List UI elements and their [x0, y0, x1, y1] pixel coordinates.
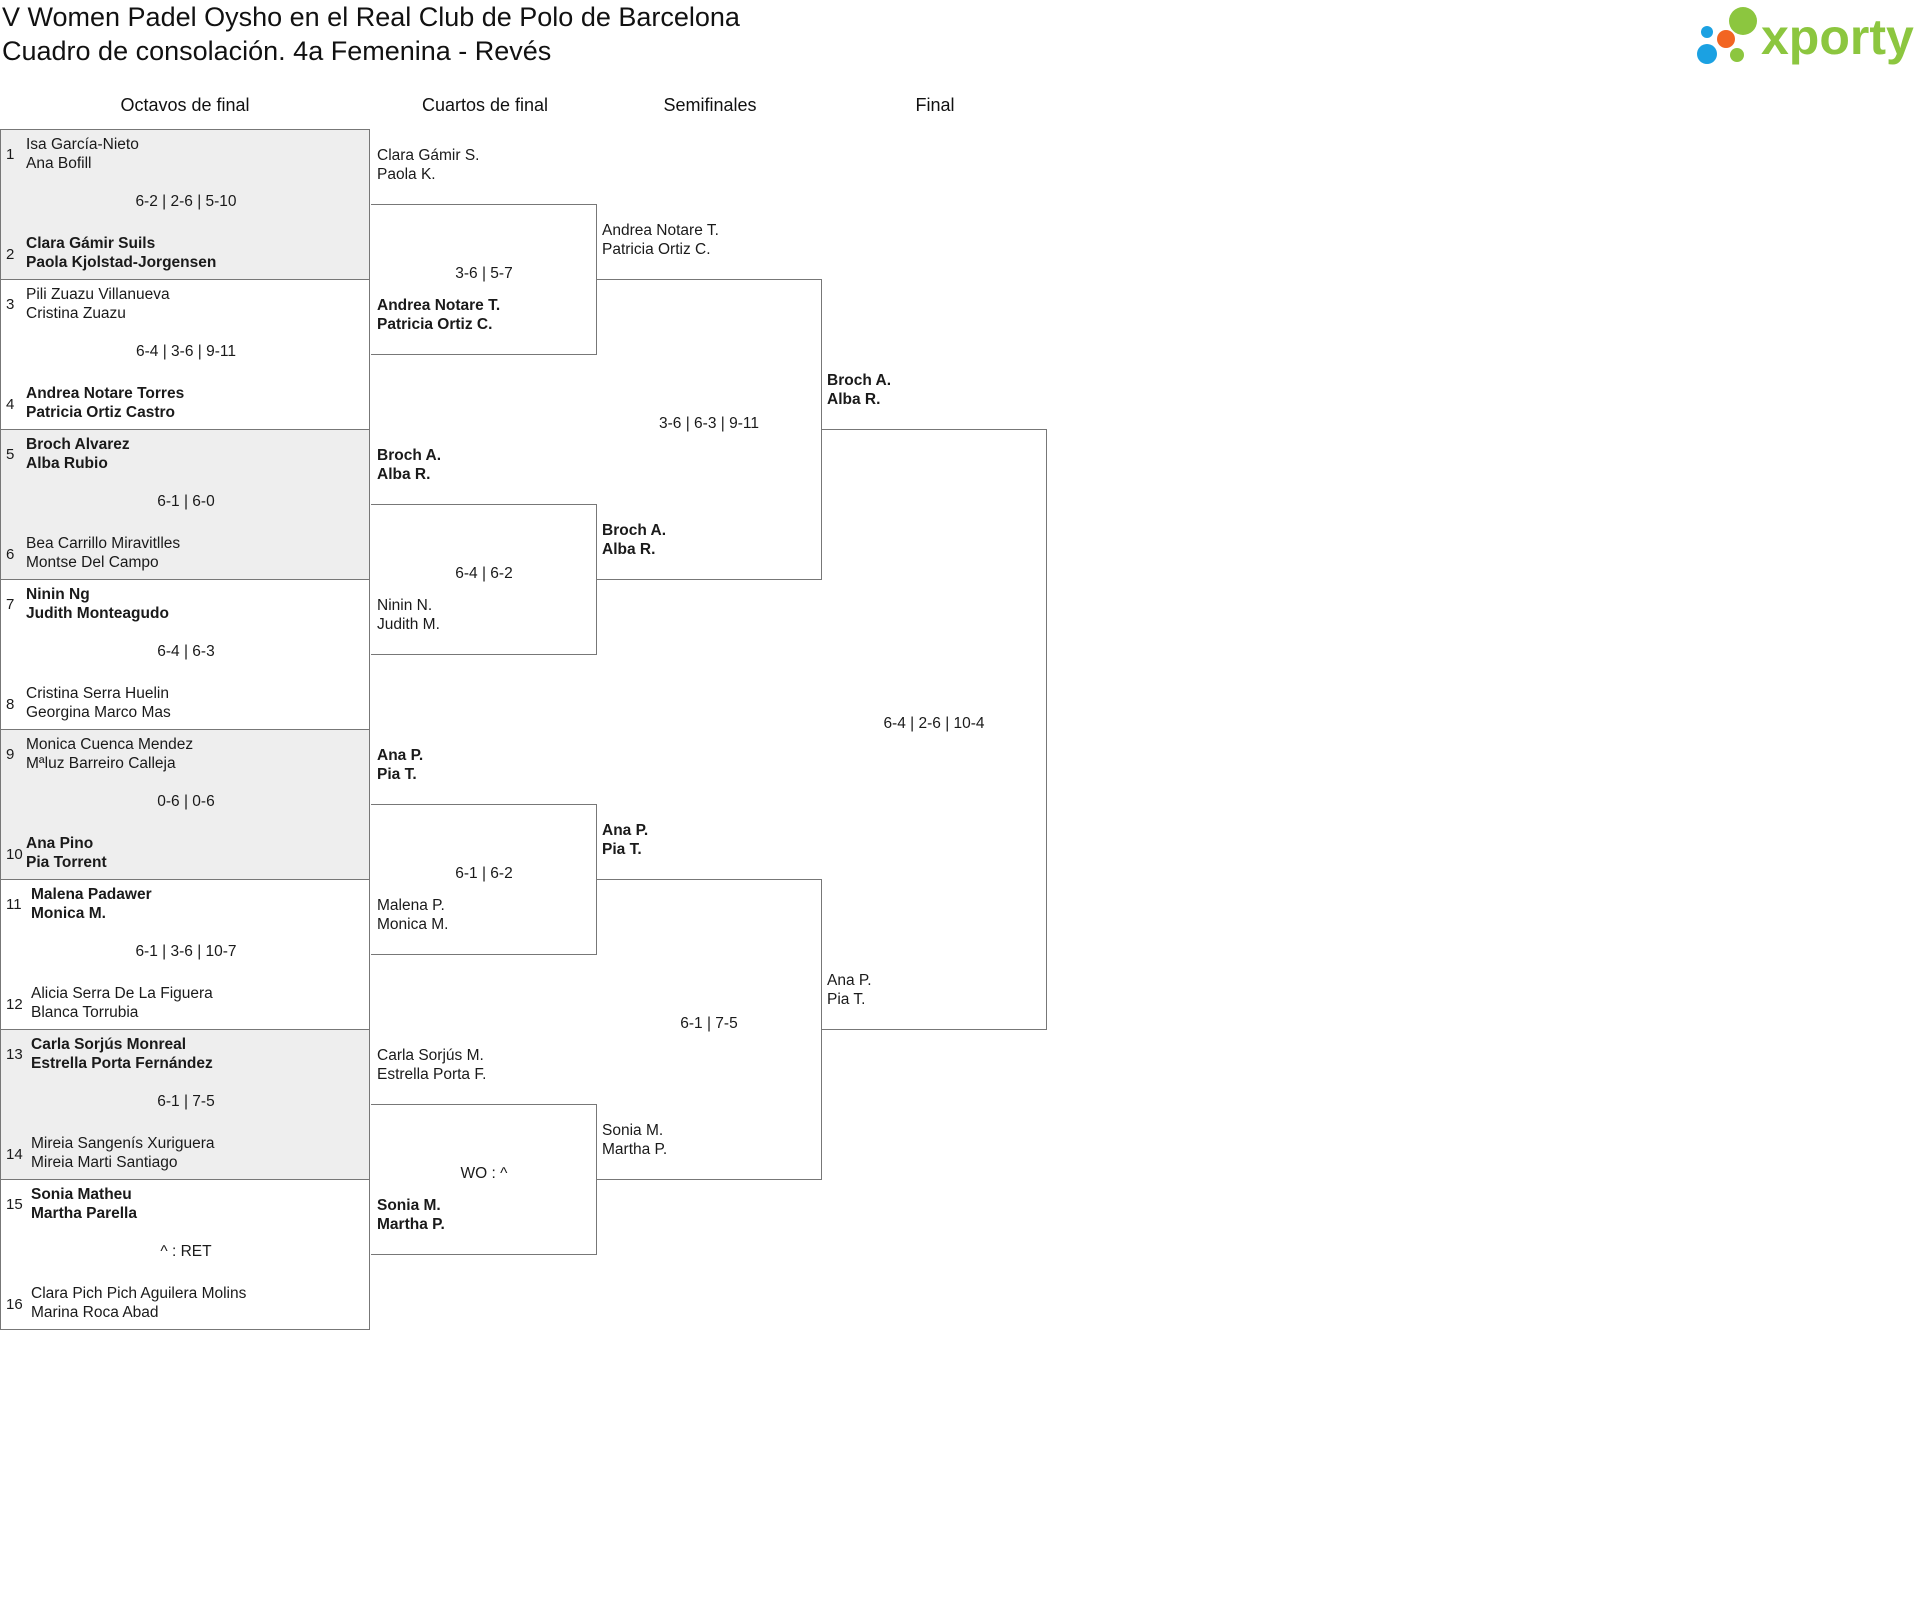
r16-match-box[interactable] [0, 1029, 370, 1180]
match-score: ^ : RET [160, 1243, 212, 1260]
seed-number: 2 [6, 246, 15, 263]
r16-match-box[interactable] [0, 1179, 370, 1330]
player-name: Ana Pino [26, 835, 94, 852]
team-name: Pia T. [377, 766, 417, 783]
seed-number: 13 [6, 1046, 23, 1063]
qf-score: 6-4 | 6-2 [455, 565, 513, 582]
team-name: Broch A. [827, 372, 892, 389]
r16-match-box[interactable] [0, 279, 370, 430]
player-name: Georgina Marco Mas [26, 704, 171, 721]
team-name: Martha P. [377, 1216, 445, 1233]
match-score: 6-1 | 3-6 | 10-7 [135, 943, 237, 960]
player-name: Mireia Sangenís Xuriguera [31, 1135, 215, 1152]
team-name: Carla Sorjús M. [377, 1047, 484, 1064]
player-name: Martha Parella [31, 1205, 137, 1222]
player-name: Ninin Ng [26, 586, 90, 603]
player-name: Mireia Marti Santiago [31, 1154, 178, 1171]
player-name: Marina Roca Abad [31, 1304, 159, 1321]
team-name: Alba R. [827, 391, 881, 408]
player-name: Isa García-Nieto [26, 136, 139, 153]
team-name: Malena P. [377, 897, 445, 914]
player-name: Alba Rubio [26, 455, 108, 472]
player-name: Judith Monteagudo [26, 605, 169, 622]
seed-number: 16 [6, 1296, 23, 1313]
logo-dot-blue-large [1697, 44, 1717, 64]
player-name: Malena Padawer [31, 886, 152, 903]
player-name: Patricia Ortiz Castro [26, 404, 176, 421]
team-name: Ninin N. [377, 597, 433, 614]
team-name: Sonia M. [602, 1122, 664, 1139]
seed-number: 3 [6, 296, 15, 313]
round-header-semifinales: Semifinales [663, 95, 757, 115]
match-score: 0-6 | 0-6 [157, 793, 215, 810]
team-name: Andrea Notare T. [602, 222, 719, 239]
team-name: Patricia Ortiz C. [602, 241, 711, 258]
team-name: Paola K. [377, 166, 436, 183]
qf-score: 3-6 | 5-7 [455, 265, 513, 282]
team-name: Alba R. [602, 541, 656, 558]
player-name: Alicia Serra De La Figuera [31, 985, 213, 1002]
team-name: Patricia Ortiz C. [377, 316, 493, 333]
match-score: 6-1 | 6-0 [157, 493, 215, 510]
player-name: Monica Cuenca Mendez [26, 736, 194, 753]
player-name: Mªluz Barreiro Calleja [26, 755, 176, 772]
player-name: Blanca Torrubia [31, 1004, 139, 1021]
player-name: Montse Del Campo [26, 554, 159, 571]
seed-number: 5 [6, 446, 15, 463]
sf-score: 3-6 | 6-3 | 9-11 [659, 415, 759, 432]
page-title: V Women Padel Oysho en el Real Club de Polo de Barcelona [2, 2, 740, 32]
r16-match-box[interactable] [0, 429, 370, 580]
player-name: Broch Alvarez [26, 436, 130, 453]
team-name: Andrea Notare T. [377, 297, 501, 314]
seed-number: 6 [6, 546, 15, 563]
r16-match-box[interactable] [0, 579, 370, 730]
r16-match-box[interactable] [0, 129, 370, 280]
team-name: Clara Gámir S. [377, 147, 480, 164]
logo-wordmark: xporty [1761, 9, 1914, 65]
player-name: Carla Sorjús Monreal [31, 1036, 187, 1053]
seed-number: 8 [6, 696, 15, 713]
round-header-octavos: Octavos de final [120, 95, 250, 115]
player-name: Cristina Serra Huelin [26, 685, 169, 702]
player-name: Paola Kjolstad-Jorgensen [26, 254, 217, 271]
match-score: 6-4 | 3-6 | 9-11 [136, 343, 236, 360]
team-name: Pia T. [827, 991, 866, 1008]
team-name: Estrella Porta F. [377, 1066, 487, 1083]
seed-number: 9 [6, 746, 15, 763]
team-name: Martha P. [602, 1141, 668, 1158]
logo-dot-blue-small [1701, 26, 1713, 38]
player-name: Cristina Zuazu [26, 305, 126, 322]
player-name: Pia Torrent [26, 854, 107, 871]
seed-number: 7 [6, 596, 15, 613]
logo-dot-green-small [1730, 48, 1744, 62]
player-name: Estrella Porta Fernández [31, 1055, 213, 1072]
xporty-logo[interactable] [1693, 2, 1920, 72]
round-header-cuartos: Cuartos de final [421, 95, 549, 115]
round-header-final: Final [915, 95, 955, 115]
seed-number: 11 [6, 896, 22, 913]
team-name: Alba R. [377, 466, 431, 483]
player-name: Andrea Notare Torres [26, 385, 185, 402]
player-name: Monica M. [31, 905, 106, 922]
seed-number: 1 [6, 146, 15, 163]
player-name: Pili Zuazu Villanueva [26, 286, 170, 303]
sf-score: 6-1 | 7-5 [680, 1015, 738, 1032]
team-name: Sonia M. [377, 1197, 441, 1214]
match-score: 6-1 | 7-5 [157, 1093, 215, 1110]
team-name: Ana P. [827, 972, 872, 989]
logo-dot-green [1729, 7, 1757, 35]
r16-match-box[interactable] [0, 879, 370, 1030]
qf-score: WO : ^ [460, 1165, 508, 1182]
team-name: Ana P. [602, 822, 649, 839]
r16-match-box[interactable] [0, 729, 370, 880]
match-score: 6-4 | 6-3 [157, 643, 215, 660]
team-name: Monica M. [377, 916, 449, 933]
seed-number: 15 [6, 1196, 23, 1213]
seed-number: 14 [6, 1146, 23, 1163]
seed-number: 12 [6, 996, 23, 1013]
player-name: Ana Bofill [26, 155, 92, 172]
final-score: 6-4 | 2-6 | 10-4 [883, 715, 985, 732]
match-score: 6-2 | 2-6 | 5-10 [135, 193, 237, 210]
team-name: Ana P. [377, 747, 424, 764]
seed-number: 10 [6, 846, 23, 863]
qf-score: 6-1 | 6-2 [455, 865, 513, 882]
seed-number: 4 [6, 396, 15, 413]
player-name: Clara Pich Pich Aguilera Molins [31, 1285, 247, 1302]
team-name: Judith M. [377, 616, 440, 633]
team-name: Broch A. [377, 447, 442, 464]
player-name: Bea Carrillo Miravitlles [26, 535, 181, 552]
team-name: Pia T. [602, 841, 642, 858]
player-name: Sonia Matheu [31, 1186, 132, 1203]
page-subtitle: Cuadro de consolación. 4a Femenina - Revés [2, 36, 552, 66]
player-name: Clara Gámir Suils [26, 235, 156, 252]
logo-dot-orange [1717, 30, 1735, 48]
team-name: Broch A. [602, 522, 667, 539]
